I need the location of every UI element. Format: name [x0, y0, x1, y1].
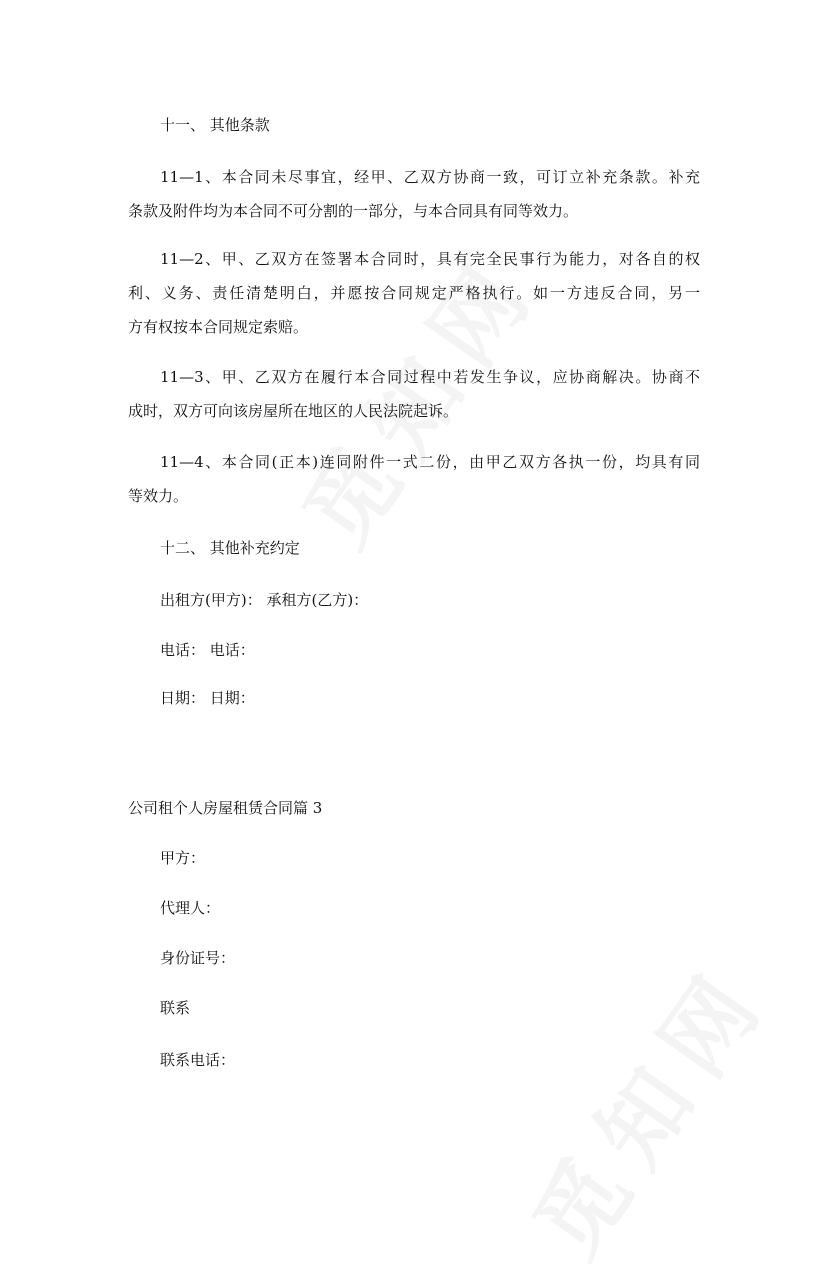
document-title: 公司租个人房屋租赁合同篇 3 [128, 799, 323, 817]
clause-line: 11—4、本合同(正本)连同附件一式二份，由甲乙双方各执一份，均具有同 [160, 453, 700, 471]
clause-line: 11—3、甲、乙双方在履行本合同过程中若发生争议，应协商解决。协商不 [160, 368, 700, 386]
field-contact: 联系 [160, 999, 191, 1017]
watermark [497, 933, 793, 1277]
signature-phone: 电话： 电话： [160, 641, 255, 659]
field-party-a: 甲方： [160, 849, 206, 867]
clause-line: 等效力。 [128, 487, 189, 505]
section-heading-12: 十二、 其他补充约定 [160, 539, 300, 557]
clause-line: 方有权按本合同规定索赔。 [128, 318, 309, 336]
clause-line: 11—2、甲、乙双方在签署本合同时，具有完全民事行为能力，对各自的权 [160, 250, 700, 268]
field-id-number: 身份证号： [160, 949, 236, 967]
watermark [267, 223, 563, 568]
signature-date: 日期： 日期： [160, 689, 255, 707]
field-contact-phone: 联系电话： [160, 1051, 236, 1069]
signature-parties: 出租方(甲方)： 承租方(乙方)： [160, 591, 369, 609]
field-agent: 代理人： [160, 899, 221, 917]
clause-line: 11—1、本合同未尽事宜，经甲、乙双方协商一致，可订立补充条款。补充 [160, 168, 700, 186]
section-heading-11: 十一、 其他条款 [160, 116, 270, 134]
clause-line: 利、义务、责任清楚明白，并愿按合同规定严格执行。如一方违反合同，另一 [128, 284, 700, 302]
clause-line: 条款及附件均为本合同不可分割的一部分，与本合同具有同等效力。 [128, 202, 579, 220]
clause-line: 成时，双方可向该房屋所在地区的人民法院起诉。 [128, 402, 459, 420]
